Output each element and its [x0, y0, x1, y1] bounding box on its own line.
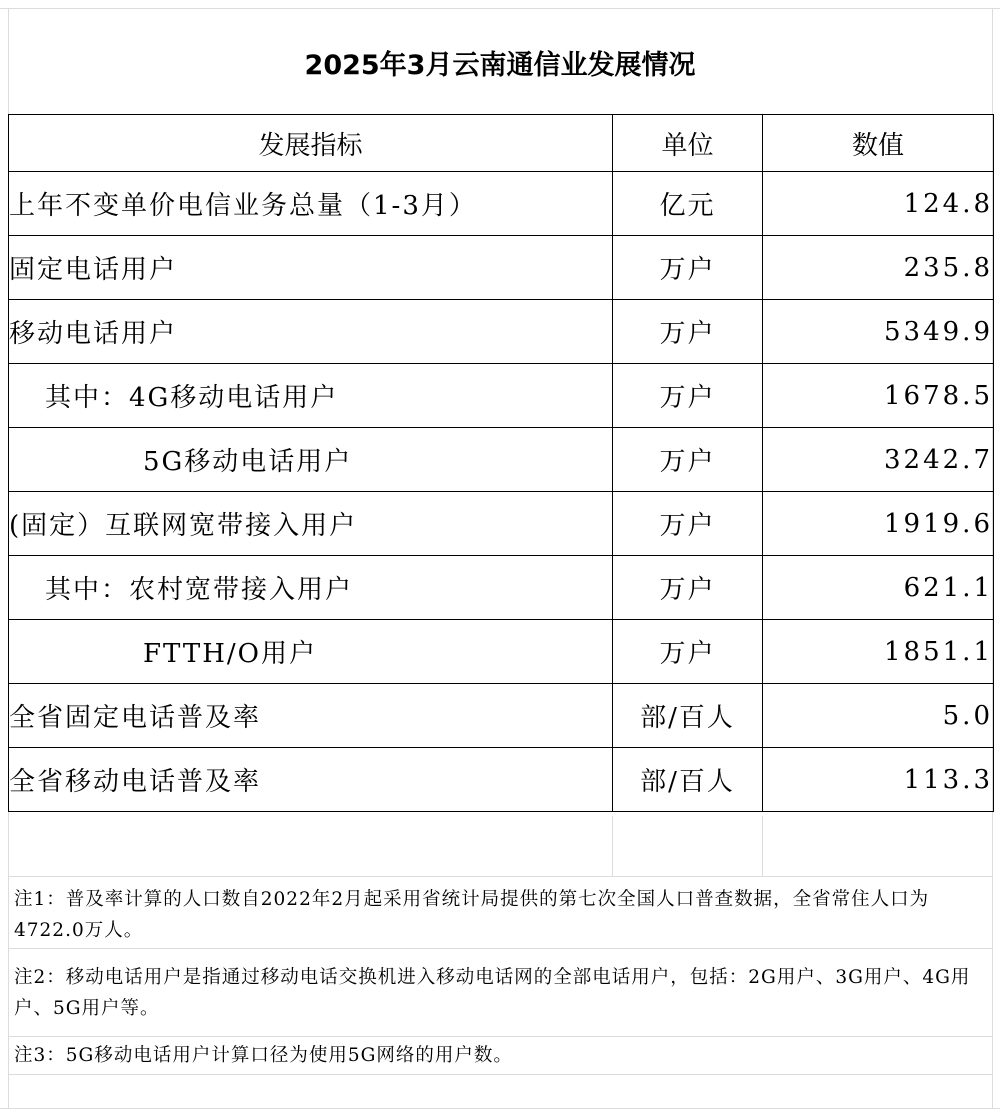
indicator-cell: (固定）互联网宽带接入用户 — [9, 492, 613, 556]
page-title: 2025年3月云南通信业发展情况 — [304, 49, 696, 81]
gridline — [0, 1108, 1000, 1109]
unit-cell: 万户 — [613, 428, 763, 492]
indicator-cell: FTTH/O用户 — [9, 620, 613, 684]
indicator-cell: 全省固定电话普及率 — [9, 684, 613, 748]
indicator-cell: 其中：农村宽带接入用户 — [9, 556, 613, 620]
value-cell: 1678.5 — [763, 364, 994, 428]
gridline — [8, 948, 993, 949]
value-cell: 5349.9 — [763, 300, 994, 364]
header-indicator: 发展指标 — [9, 115, 613, 172]
table-row — [9, 492, 994, 556]
unit-cell: 万户 — [613, 556, 763, 620]
note-1: 注1：普及率计算的人口数自2022年2月起采用省统计局提供的第七次全国人口普查数据，全省常住人口为4722.0万人。 — [14, 889, 930, 941]
table-row — [9, 428, 994, 492]
table-row — [9, 556, 994, 620]
value-cell: 124.8 — [763, 172, 994, 236]
gridline — [0, 8, 1000, 9]
unit-cell: 万户 — [613, 300, 763, 364]
unit-cell: 万户 — [613, 620, 763, 684]
note-3: 注3：5G移动电话用户计算口径为使用5G网络的用户数。 — [14, 1045, 513, 1066]
table-header-row — [9, 115, 994, 172]
unit-cell: 万户 — [613, 236, 763, 300]
unit-cell: 部/百人 — [613, 748, 763, 812]
unit-cell: 万户 — [613, 364, 763, 428]
gridline — [8, 876, 993, 877]
table-row — [9, 300, 994, 364]
gridline — [8, 1036, 993, 1037]
value-cell: 3242.7 — [763, 428, 994, 492]
table-row — [9, 748, 994, 812]
value-cell: 621.1 — [763, 556, 994, 620]
indicator-cell: 5G移动电话用户 — [9, 428, 613, 492]
unit-cell: 部/百人 — [613, 684, 763, 748]
indicator-cell: 上年不变单价电信业务总量（1-3月） — [9, 172, 613, 236]
value-cell: 1851.1 — [763, 620, 994, 684]
table-row — [9, 620, 994, 684]
value-cell: 5.0 — [763, 684, 994, 748]
indicator-cell: 其中：4G移动电话用户 — [9, 364, 613, 428]
unit-cell: 亿元 — [613, 172, 763, 236]
header-value: 数值 — [763, 115, 994, 172]
value-cell: 1919.6 — [763, 492, 994, 556]
table-row — [9, 236, 994, 300]
indicator-cell: 移动电话用户 — [9, 300, 613, 364]
gridline — [612, 816, 613, 876]
gridline — [8, 1074, 993, 1075]
value-cell: 113.3 — [763, 748, 994, 812]
value-cell: 235.8 — [763, 236, 994, 300]
statistics-table — [8, 114, 994, 812]
table-row — [9, 364, 994, 428]
table-row — [9, 684, 994, 748]
header-unit: 单位 — [613, 115, 763, 172]
indicator-cell: 全省移动电话普及率 — [9, 748, 613, 812]
unit-cell: 万户 — [613, 492, 763, 556]
note-2: 注2：移动电话用户是指通过移动电话交换机进入移动电话网的全部电话用户，包括：2G用户、3G用户、4G用户、5G用户等。 — [14, 967, 971, 1019]
indicator-cell: 固定电话用户 — [9, 236, 613, 300]
table-row — [9, 172, 994, 236]
gridline — [762, 816, 763, 876]
